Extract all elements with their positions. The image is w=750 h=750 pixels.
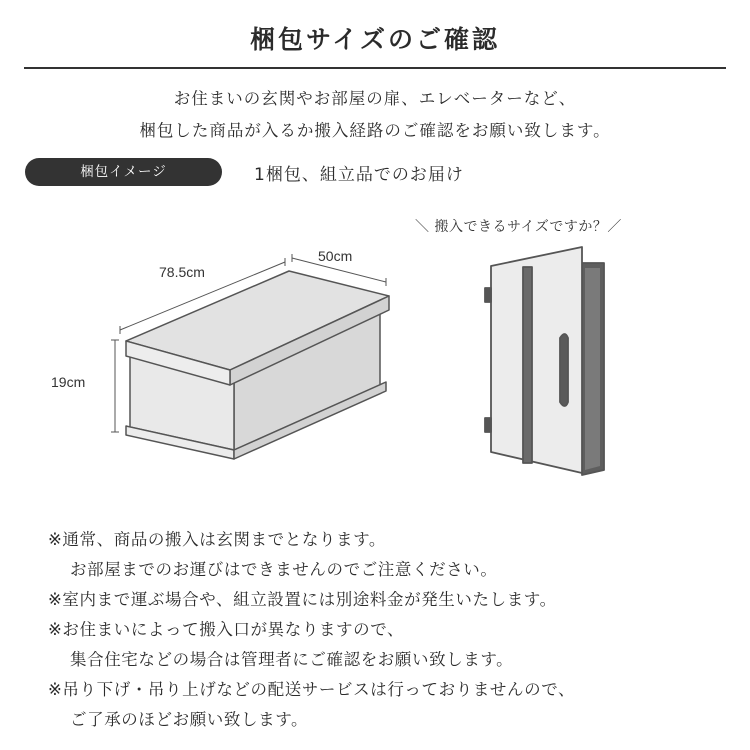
note-line-5: 集合住宅などの場合は管理者にご確認をお願い致します。 <box>70 650 514 669</box>
page-title: 梱包サイズのご確認 <box>249 25 500 54</box>
intro-line-1: お住まいの玄関やお部屋の扉、エレベーターなど、 <box>173 89 577 108</box>
depth-dimension-label: 50cm <box>318 248 353 264</box>
height-dimension-label: 19cm <box>51 374 86 390</box>
length-dimension-label: 78.5cm <box>159 264 205 280</box>
note-line-3: ※室内まで運ぶ場合や、組立設置には別途料金が発生いたします。 <box>48 590 557 609</box>
note-line-6: ※吊り下げ・吊り上げなどの配送サービスは行っておりませんので、 <box>48 680 576 699</box>
package-image-badge: 梱包イメージ <box>25 158 222 186</box>
package-description: 1梱包、組立品でのお届け <box>254 165 464 185</box>
door-icon <box>485 247 604 475</box>
note-line-2: お部屋までのお運びはできませんのでご注意ください。 <box>70 560 498 579</box>
note-line-7: ご了承のほどお願い致します。 <box>70 710 309 729</box>
door-question: ＼ 搬入できるサイズですか？／ <box>415 219 622 235</box>
note-line-1: ※通常、商品の搬入は玄関までとなります。 <box>48 530 387 549</box>
intro-line-2: 梱包した商品が入るか搬入経路のご確認をお願い致します。 <box>139 121 611 140</box>
box-icon <box>126 271 389 459</box>
note-line-4: ※お住まいによって搬入口が異なりますので、 <box>48 620 405 639</box>
